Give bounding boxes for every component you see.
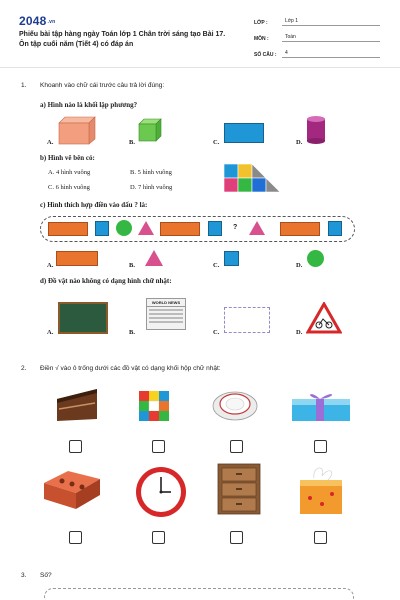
seq-cuboid-orange-3 bbox=[280, 222, 320, 236]
wall-clock-icon bbox=[134, 465, 188, 519]
seq-circle-green bbox=[116, 220, 132, 236]
cuboid-orange-icon bbox=[57, 115, 97, 145]
option-d-label[interactable]: D. bbox=[296, 139, 303, 146]
cylinder-purple-icon bbox=[305, 115, 327, 145]
question-1-number: 1. bbox=[21, 82, 27, 89]
square-grid-figure bbox=[224, 164, 280, 192]
question-1b-title: b) Hình vẽ bên có: bbox=[40, 154, 95, 162]
option-c-a-label[interactable]: A. bbox=[47, 262, 54, 269]
header-divider bbox=[0, 67, 400, 68]
drawer-cabinet-icon bbox=[214, 462, 264, 518]
option-d-b-label[interactable]: B. bbox=[129, 329, 135, 336]
brick-icon bbox=[40, 465, 104, 513]
warning-sign-bicycle-icon bbox=[306, 302, 342, 334]
option-b-a[interactable]: A. 4 hình vuông bbox=[48, 169, 91, 176]
checkbox-wall-clock[interactable] bbox=[152, 531, 165, 544]
gift-box-icon bbox=[286, 387, 356, 423]
newspaper-icon: WORLD NEWS bbox=[146, 298, 186, 330]
missing-shape-question-mark: ? bbox=[233, 224, 238, 231]
question-1a-title: a) Hình nào là khối lập phương? bbox=[40, 101, 138, 109]
question-2-number: 2. bbox=[21, 365, 27, 372]
option-d-d-label[interactable]: D. bbox=[296, 329, 303, 336]
question-3-answer-box bbox=[44, 588, 354, 600]
seq-cuboid-orange-1 bbox=[48, 222, 88, 236]
envelope-icon bbox=[224, 307, 270, 333]
answer-triangle-pink bbox=[144, 249, 164, 267]
option-b-label[interactable]: B. bbox=[129, 139, 135, 146]
checkbox-plates[interactable] bbox=[230, 440, 243, 453]
seq-triangle-pink-1 bbox=[137, 220, 155, 236]
seq-cuboid-orange-2 bbox=[160, 222, 200, 236]
seq-cube-blue-2 bbox=[208, 221, 222, 236]
checkbox-tissue-box[interactable] bbox=[314, 531, 327, 544]
question-1-text: Khoanh vào chữ cái trước câu trả lời đúng: bbox=[40, 82, 165, 89]
option-b-b[interactable]: B. 5 hình vuông bbox=[130, 169, 172, 176]
seq-cube-blue-1 bbox=[95, 221, 109, 236]
tissue-box-icon bbox=[296, 464, 346, 518]
meta-panel bbox=[254, 15, 380, 63]
option-b-d[interactable]: D. 7 hình vuông bbox=[130, 184, 173, 191]
checkbox-rubik-cube[interactable] bbox=[152, 440, 165, 453]
option-d-c-label[interactable]: C. bbox=[213, 329, 220, 336]
option-c-c-label[interactable]: C. bbox=[213, 262, 220, 269]
site-logo[interactable]: 2048.vn bbox=[19, 14, 56, 28]
question-1d-title: d) Đồ vật nào không có dạng hình chữ nhật: bbox=[40, 277, 172, 285]
option-c-d-label[interactable]: D. bbox=[296, 262, 303, 269]
answer-cube-blue bbox=[224, 251, 239, 266]
checkbox-gift-box[interactable] bbox=[314, 440, 327, 453]
plates-stack-icon bbox=[210, 386, 260, 424]
option-d-a-label[interactable]: A. bbox=[47, 329, 54, 336]
answer-circle-green bbox=[307, 250, 324, 267]
cake-slice-icon bbox=[55, 385, 99, 425]
cube-green-icon bbox=[138, 118, 162, 142]
meta-row-class: LỚP : Lớp 1 bbox=[254, 15, 380, 26]
option-c-b-label[interactable]: B. bbox=[129, 262, 135, 269]
rectangle-blue-icon bbox=[224, 123, 264, 143]
question-1c-title: c) Hình thích hợp điền vào dấu ? là: bbox=[40, 201, 148, 209]
option-b-c[interactable]: C. 6 hình vuông bbox=[48, 184, 90, 191]
question-3-text: Số? bbox=[40, 572, 52, 579]
chalkboard-icon bbox=[58, 302, 108, 334]
seq-cube-blue-3 bbox=[328, 221, 342, 236]
checkbox-brick[interactable] bbox=[69, 531, 82, 544]
meta-row-question-count: SỐ CÂU : 4 bbox=[254, 47, 380, 58]
document-title: Phiếu bài tập hàng ngày Toán lớp 1 Chân trời sáng tạo Bài 17. Ôn tập cuối năm (Tiết 4) có đáp án bbox=[19, 31, 226, 48]
option-c-label[interactable]: C. bbox=[213, 139, 220, 146]
answer-cuboid-orange bbox=[56, 251, 98, 266]
seq-triangle-pink-2 bbox=[248, 220, 266, 236]
question-2-text: Điền √ vào ô trống dưới các đồ vật có dạng khối hộp chữ nhật: bbox=[40, 365, 221, 372]
question-3-number: 3. bbox=[21, 572, 27, 579]
checkbox-drawer-cabinet[interactable] bbox=[230, 531, 243, 544]
checkbox-cake-slice[interactable] bbox=[69, 440, 82, 453]
meta-row-subject: MÔN : Toán bbox=[254, 31, 380, 42]
rubik-cube-icon bbox=[135, 385, 175, 425]
option-a-label[interactable]: A. bbox=[47, 139, 54, 146]
